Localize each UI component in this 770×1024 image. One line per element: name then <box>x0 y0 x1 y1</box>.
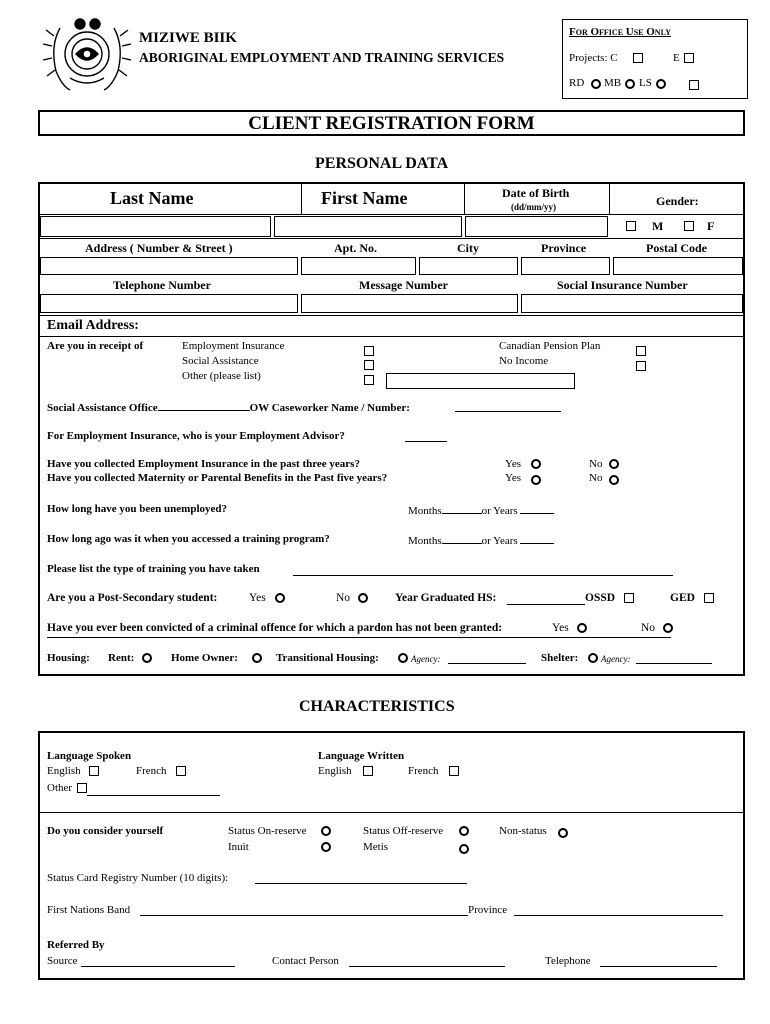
shelter-agency-input[interactable] <box>636 663 712 664</box>
written-french-checkbox[interactable] <box>449 766 459 776</box>
spoken-french-label: French <box>136 765 167 777</box>
province-label: Province <box>541 241 587 255</box>
ged-checkbox[interactable] <box>704 593 714 603</box>
email-label: Email Address: <box>47 318 139 333</box>
metis-radio[interactable] <box>459 844 469 854</box>
band-province-input[interactable] <box>514 915 723 916</box>
transitional-agency-label: Agency: <box>411 654 441 664</box>
q-ei-no-label: No <box>589 458 603 470</box>
org-name: MIZIWE BIIK <box>139 30 237 46</box>
ossd-label: OSSD <box>585 592 616 604</box>
rd-radio[interactable] <box>591 79 601 89</box>
written-french-label: French <box>408 765 439 777</box>
logo-image <box>40 16 135 96</box>
postsec-no-radio[interactable] <box>358 593 368 603</box>
q-postsec: Are you a Post-Secondary student: <box>47 592 218 604</box>
first-name-input[interactable] <box>274 216 462 237</box>
contact-input[interactable] <box>349 966 505 967</box>
referred-telephone-input[interactable] <box>600 966 717 967</box>
band-province-label: Province <box>468 904 508 916</box>
dob-label: Date of Birth <box>502 186 570 200</box>
logo <box>40 16 135 96</box>
metis-label: Metis <box>363 841 389 853</box>
q-ei-no-radio[interactable] <box>609 459 619 469</box>
city-input[interactable] <box>419 257 518 275</box>
form-title: CLIENT REGISTRATION FORM <box>248 113 535 134</box>
gender-f-checkbox[interactable] <box>684 221 694 231</box>
personal-data-heading: PERSONAL DATA <box>315 155 449 172</box>
non-status-label: Non-status <box>499 825 547 837</box>
source-input[interactable] <box>81 966 235 967</box>
other-input[interactable] <box>386 373 575 389</box>
characteristics-heading: CHARACTERISTICS <box>299 698 455 715</box>
unemployed-years-input[interactable] <box>520 503 554 514</box>
divider <box>39 214 744 215</box>
rent-radio[interactable] <box>142 653 152 663</box>
training-years-input[interactable] <box>520 533 554 544</box>
shelter-agency-label: Agency: <box>601 654 631 664</box>
address-label: Address ( Number & Street ) <box>85 241 233 255</box>
training-months-input[interactable] <box>442 533 482 544</box>
telephone-label: Telephone Number <box>113 278 211 292</box>
convicted-no-radio[interactable] <box>663 623 673 633</box>
q-unemployed: How long have you been unemployed? <box>47 503 227 515</box>
message-number-input[interactable] <box>301 294 518 313</box>
cpp-label: Canadian Pension Plan <box>499 340 601 352</box>
gender-f-label: F <box>707 219 715 233</box>
spoken-english-label: English <box>47 765 81 777</box>
source-label: Source <box>47 955 78 967</box>
sa-checkbox[interactable] <box>364 360 374 370</box>
band-input[interactable] <box>140 915 468 916</box>
mb-label: MB <box>604 77 622 89</box>
postal-code-label: Postal Code <box>646 241 707 255</box>
contact-label: Contact Person <box>272 955 339 967</box>
ls-radio[interactable] <box>656 79 666 89</box>
shelter-radio[interactable] <box>588 653 598 663</box>
project-e-checkbox[interactable] <box>684 53 694 63</box>
last-name-label: Last Name <box>110 188 194 208</box>
ged-label: GED <box>670 592 695 604</box>
home-owner-label: Home Owner: <box>171 652 238 664</box>
training-duration <box>408 533 554 547</box>
convicted-yes-radio[interactable] <box>577 623 587 633</box>
other-label: Other (please list) <box>182 370 261 382</box>
dob-format: (dd/mm/yy) <box>511 202 556 212</box>
housing-label: Housing: <box>47 652 90 664</box>
sin-input[interactable] <box>521 294 743 313</box>
org-subtitle: ABORIGINAL EMPLOYMENT AND TRAINING SERVICES <box>139 50 505 65</box>
office-extra-checkbox[interactable] <box>689 80 699 90</box>
band-label: First Nations Band <box>47 904 131 916</box>
divider <box>47 637 671 638</box>
inuit-radio[interactable] <box>321 842 331 852</box>
convicted-no-label: No <box>641 622 656 634</box>
telephone-input[interactable] <box>40 294 298 313</box>
consider-label: Do you consider yourself <box>47 825 164 837</box>
postsec-yes-label: Yes <box>249 592 266 604</box>
transitional-label: Transitional Housing: <box>276 652 379 664</box>
apt-label: Apt. No. <box>334 241 378 255</box>
receipt-label: Are you in receipt of <box>47 340 144 352</box>
divider <box>39 238 744 239</box>
lang-written-label: Language Written <box>318 750 405 762</box>
projects-label: Projects: C <box>569 52 618 64</box>
divider <box>39 336 744 337</box>
ei-advisor-input[interactable] <box>405 441 447 442</box>
divider <box>39 812 744 813</box>
non-status-radio[interactable] <box>558 828 568 838</box>
q-training: How long ago was it when you accessed a training program? <box>47 533 330 545</box>
form-title-box <box>38 110 745 136</box>
ei-advisor-label: For Employment Insurance, who is your Employment Advisor? <box>47 430 345 442</box>
postal-code-input[interactable] <box>613 257 743 275</box>
q-mat-yes-label: Yes <box>505 472 522 484</box>
q-maternity-five-years: Have you collected Maternity or Parental Benefits in the Past five years? <box>47 472 388 484</box>
office-use-title: For Office Use Only <box>569 26 671 38</box>
ow-worker-input[interactable] <box>455 411 561 412</box>
spoken-french-checkbox[interactable] <box>176 766 186 776</box>
message-number-label: Message Number <box>359 278 448 292</box>
year-grad-label: Year Graduated HS: <box>395 592 497 604</box>
q-list-training: Please list the type of training you have taken <box>47 563 260 575</box>
on-reserve-label: Status On-reserve <box>228 825 307 837</box>
sin-label: Social Insurance Number <box>557 278 688 292</box>
apt-input[interactable] <box>301 257 416 275</box>
address-input[interactable] <box>40 257 298 275</box>
q-ei-yes-radio[interactable] <box>531 459 541 469</box>
other-checkbox[interactable] <box>364 375 374 385</box>
first-name-label: First Name <box>321 188 408 208</box>
q-convicted: Have you ever been convicted of a criminal offence for which a pardon has not been granted: <box>47 622 503 634</box>
on-reserve-radio[interactable] <box>321 826 331 836</box>
home-owner-radio[interactable] <box>252 653 262 663</box>
months-label: Months <box>408 505 442 517</box>
unemployed-duration <box>408 503 554 517</box>
referred-telephone-label: Telephone <box>545 955 591 967</box>
off-reserve-radio[interactable] <box>459 826 469 836</box>
postsec-yes-radio[interactable] <box>275 593 285 603</box>
divider <box>609 183 610 215</box>
spoken-other-checkbox[interactable] <box>77 783 87 793</box>
referred-label: Referred By <box>47 939 105 951</box>
written-english-label: English <box>318 765 352 777</box>
off-reserve-label: Status Off-reserve <box>363 825 444 837</box>
ow-worker-label: OW Caseworker Name / Number: <box>249 402 410 414</box>
convicted-yes-label: Yes <box>552 622 569 634</box>
divider <box>39 315 744 316</box>
office-use-box <box>562 19 748 99</box>
q-mat-yes-radio[interactable] <box>531 475 541 485</box>
spoken-other-input[interactable] <box>87 795 220 796</box>
project-c-checkbox[interactable] <box>633 53 643 63</box>
training-list-input[interactable] <box>293 575 673 576</box>
gender-label: Gender: <box>656 194 699 208</box>
rent-label: Rent: <box>108 652 135 664</box>
last-name-input[interactable] <box>40 216 271 237</box>
rd-label: RD <box>569 77 585 89</box>
sa-label: Social Assistance <box>182 355 259 367</box>
lang-spoken-label: Language Spoken <box>47 750 132 762</box>
inuit-label: Inuit <box>228 841 249 853</box>
q-mat-no-radio[interactable] <box>609 475 619 485</box>
transitional-radio[interactable] <box>398 653 408 663</box>
or-years-label: or Years <box>481 505 518 517</box>
project-e-label: E <box>673 52 680 64</box>
divider <box>301 183 302 215</box>
or-years-label: or Years <box>481 535 518 547</box>
no-income-label: No Income <box>499 355 549 367</box>
sa-office-row <box>47 400 410 414</box>
mb-radio[interactable] <box>625 79 635 89</box>
written-english-checkbox[interactable] <box>363 766 373 776</box>
city-label: City <box>457 241 479 255</box>
transitional-agency-input[interactable] <box>448 663 526 664</box>
postsec-no-label: No <box>336 592 351 604</box>
ei-checkbox[interactable] <box>364 346 374 356</box>
sa-office-label: Social Assistance Office <box>47 402 158 414</box>
province-input[interactable] <box>521 257 610 275</box>
divider <box>464 183 465 215</box>
spoken-english-checkbox[interactable] <box>89 766 99 776</box>
unemployed-months-input[interactable] <box>442 503 482 514</box>
gender-m-label: M <box>652 219 664 233</box>
registry-label: Status Card Registry Number (10 digits): <box>47 872 229 884</box>
q-ei-yes-label: Yes <box>505 458 522 470</box>
months-label: Months <box>408 535 442 547</box>
ls-label: LS <box>639 77 652 89</box>
sa-office-input[interactable] <box>158 400 250 411</box>
ossd-checkbox[interactable] <box>624 593 634 603</box>
dob-input[interactable] <box>465 216 608 237</box>
cpp-checkbox[interactable] <box>636 346 646 356</box>
ei-label: Employment Insurance <box>182 340 285 352</box>
q-ei-three-years: Have you collected Employment Insurance in the past three years? <box>47 458 360 470</box>
registry-input[interactable] <box>255 883 467 884</box>
no-income-checkbox[interactable] <box>636 361 646 371</box>
spoken-other-label: Other <box>47 782 73 794</box>
q-mat-no-label: No <box>589 472 603 484</box>
shelter-label: Shelter: <box>541 652 579 664</box>
gender-m-checkbox[interactable] <box>626 221 636 231</box>
year-grad-input[interactable] <box>507 604 585 605</box>
